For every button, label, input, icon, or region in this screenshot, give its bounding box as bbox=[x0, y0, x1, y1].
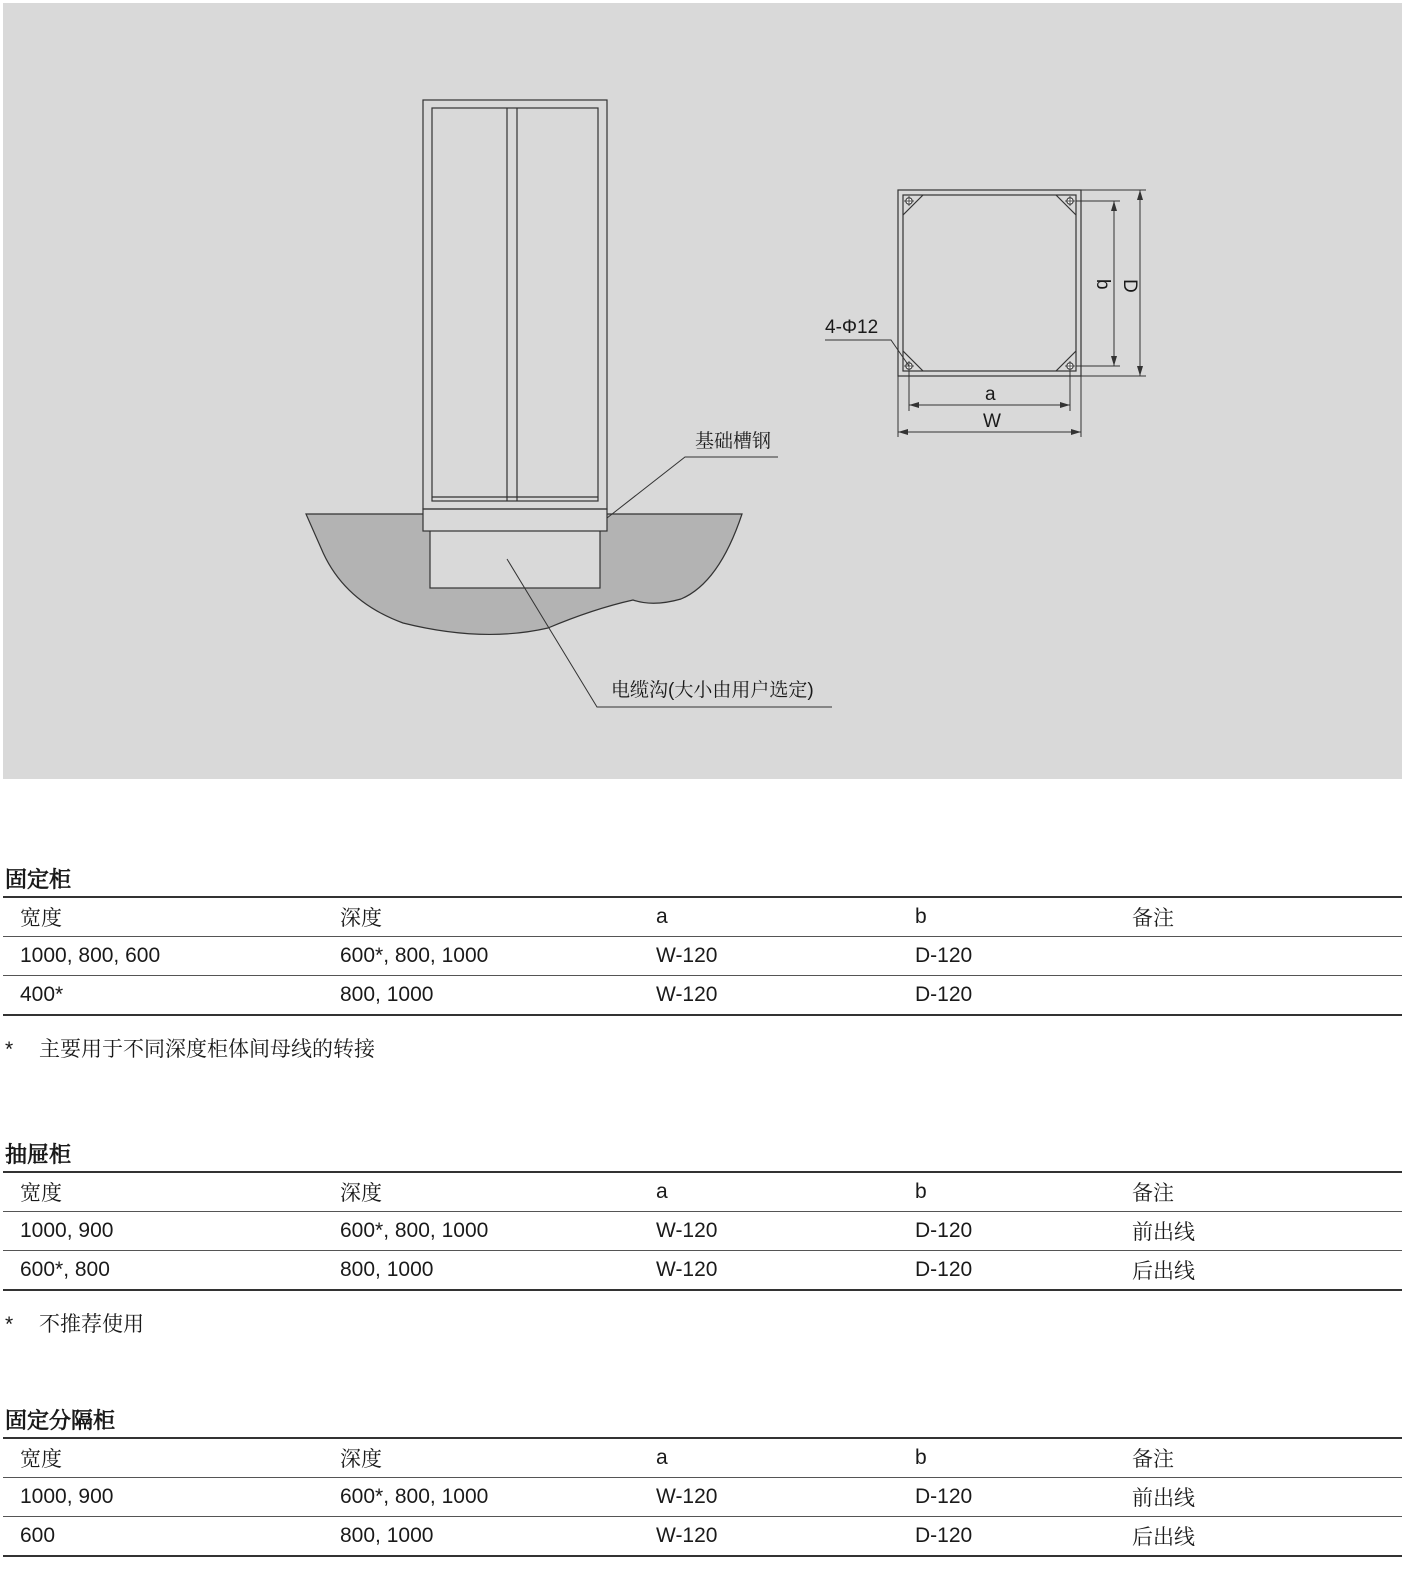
footnote-star: * bbox=[5, 1313, 14, 1336]
header-a: a bbox=[639, 1438, 898, 1478]
cell-depth: 800, 1000 bbox=[340, 1524, 434, 1547]
table-row bbox=[3, 937, 1402, 976]
section-title: 固定柜 bbox=[5, 867, 72, 892]
header-width: 宽度 bbox=[3, 897, 323, 937]
header-depth: 深度 bbox=[323, 897, 639, 937]
cell-width: 600*, 800 bbox=[20, 1258, 110, 1281]
header-width: 宽度 bbox=[3, 1172, 323, 1212]
cell-b: D-120 bbox=[915, 1258, 973, 1281]
header-a: a bbox=[639, 1172, 898, 1212]
section-fixed-partition-cabinet bbox=[3, 1405, 1402, 1557]
cell-a: W-120 bbox=[639, 1478, 898, 1517]
table-row bbox=[3, 1212, 1402, 1251]
table-row bbox=[3, 1251, 1402, 1291]
header-remark: 备注 bbox=[1115, 1172, 1402, 1212]
spec-table bbox=[3, 1437, 1402, 1557]
spec-table bbox=[3, 896, 1402, 1016]
cell-remark bbox=[1115, 976, 1402, 1016]
cell-a: W-120 bbox=[656, 983, 718, 1006]
cell-width: 400* bbox=[20, 983, 64, 1006]
header-depth: 深度 bbox=[323, 1438, 639, 1478]
footnote-text: 主要用于不同深度柜体间母线的转接 bbox=[39, 1038, 375, 1061]
cell-width: 1000, 900 bbox=[3, 1478, 323, 1517]
dim-d-label: D bbox=[1119, 279, 1140, 293]
header-remark: 备注 bbox=[1115, 897, 1402, 937]
cell-depth: 800, 1000 bbox=[340, 1258, 434, 1281]
footnote bbox=[3, 1034, 1402, 1066]
dim-w-label: W bbox=[983, 411, 1001, 432]
footnote bbox=[3, 1309, 1402, 1341]
footnote-star: * bbox=[5, 1038, 14, 1061]
header-remark: 备注 bbox=[1115, 1438, 1402, 1478]
cell-remark: 前出线 bbox=[1115, 1478, 1402, 1517]
dim-a-label: a bbox=[985, 384, 996, 405]
section-fixed-cabinet bbox=[3, 864, 1402, 1066]
table-header-row bbox=[3, 1172, 1402, 1212]
dim-b-label: b bbox=[1092, 279, 1113, 290]
cell-b: D-120 bbox=[898, 1212, 1115, 1251]
table-row bbox=[3, 976, 1402, 1016]
cell-a: W-120 bbox=[656, 1258, 718, 1281]
cell-b: D-120 bbox=[898, 937, 1115, 976]
table-row bbox=[3, 1517, 1402, 1557]
cell-remark: 后出线 bbox=[1132, 1526, 1195, 1549]
holes-label: 4-Φ12 bbox=[825, 317, 879, 338]
cell-b: D-120 bbox=[915, 1524, 973, 1547]
channel-steel bbox=[423, 509, 607, 531]
cell-depth: 800, 1000 bbox=[340, 983, 434, 1006]
header-b: b bbox=[898, 1172, 1115, 1212]
cell-width: 1000, 900 bbox=[3, 1212, 323, 1251]
cell-width: 600 bbox=[20, 1524, 56, 1547]
section-title: 抽屉柜 bbox=[5, 1142, 72, 1167]
header-b: b bbox=[898, 1438, 1115, 1478]
section-title: 固定分隔柜 bbox=[5, 1408, 116, 1433]
channel-steel-label: 基础槽钢 bbox=[695, 431, 772, 452]
cell-depth: 600*, 800, 1000 bbox=[323, 1478, 639, 1517]
cell-a: W-120 bbox=[656, 1524, 718, 1547]
table-row bbox=[3, 1478, 1402, 1517]
table-header-row bbox=[3, 897, 1402, 937]
table-header-row bbox=[3, 1438, 1402, 1478]
section-drawer-cabinet bbox=[3, 1139, 1402, 1341]
drawing-svg bbox=[3, 3, 1402, 779]
cell-b: D-120 bbox=[915, 983, 973, 1006]
header-width: 宽度 bbox=[3, 1438, 323, 1478]
cable-trench bbox=[430, 525, 600, 588]
spec-table bbox=[3, 1171, 1402, 1291]
header-a: a bbox=[639, 897, 898, 937]
cell-b: D-120 bbox=[898, 1478, 1115, 1517]
cable-trench-label: 电缆沟(大小由用户选定) bbox=[611, 680, 814, 701]
cell-a: W-120 bbox=[639, 1212, 898, 1251]
cell-remark bbox=[1115, 937, 1402, 976]
header-depth: 深度 bbox=[323, 1172, 639, 1212]
header-b: b bbox=[898, 897, 1115, 937]
cell-a: W-120 bbox=[639, 937, 898, 976]
footnote-text: 不推荐使用 bbox=[39, 1313, 144, 1336]
cell-depth: 600*, 800, 1000 bbox=[323, 1212, 639, 1251]
cell-remark: 前出线 bbox=[1115, 1212, 1402, 1251]
cell-remark: 后出线 bbox=[1132, 1260, 1195, 1283]
installation-drawing bbox=[3, 3, 1402, 779]
cell-depth: 600*, 800, 1000 bbox=[323, 937, 639, 976]
cell-width: 1000, 800, 600 bbox=[3, 937, 323, 976]
